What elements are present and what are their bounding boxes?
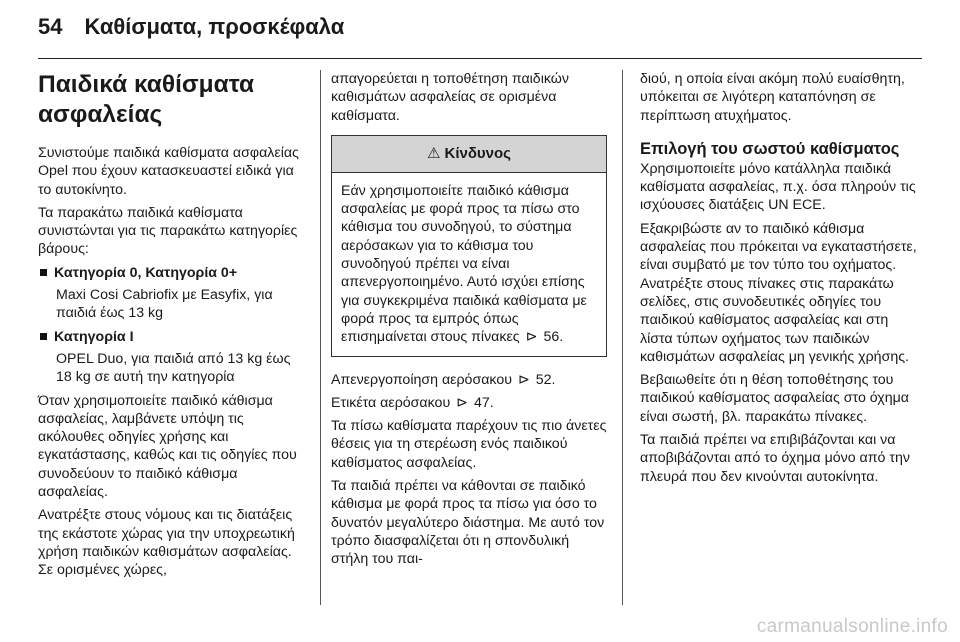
page-number: 54 <box>38 14 63 39</box>
warning-title: Κίνδυνος <box>444 144 511 162</box>
column-divider <box>622 70 623 605</box>
column-divider <box>320 70 321 605</box>
paragraph: Τα πίσω καθίσματα παρέχουν τις πιο άνετες θέσεις για τη στερέωση ενός παιδικού καθίσματος ασφαλείας. <box>331 418 607 471</box>
paragraph: Τα παιδιά πρέπει να κάθονται σε παιδικό κάθισμα με φορά προς τα πίσω για όσο το δυνατόν μεγαλύτερο διάστημα. Με αυτό τον τρόπο διασφαλίζεται ότι η σπονδυλική στήλη του παι- <box>331 478 605 568</box>
paragraph: απαγορεύεται η τοποθέτηση παιδικών καθισμάτων ασφαλείας σε ορισμένα καθίσματα. <box>331 71 569 124</box>
warning-body <box>332 173 606 356</box>
paragraph: Τα παιδιά πρέπει να επιβιβάζονται και να αποβιβάζονται από το όχημα μόνο από την πλευρά που δεν κινούνται αυτοκίνητα. <box>640 432 910 485</box>
section-title: Καθίσματα, προσκέφαλα <box>84 14 345 39</box>
bullet-square-icon <box>40 333 47 340</box>
column-2 <box>331 70 607 574</box>
page-heading: Παιδικά καθίσματα ασφαλείας <box>38 71 255 128</box>
paragraph: Βεβαιωθείτε ότι η θέση τοποθέτησης του παιδικού καθίσματος ασφαλείας στο όχημα είναι σωστή, βλ. παρακάτω πίνακες. <box>640 372 910 425</box>
cross-reference <box>331 394 607 412</box>
bullet-label: Κατηγορία 0, Κατηγορία 0+ <box>54 264 238 281</box>
bullet-text: OPEL Duo, για παιδιά από 13 kg έως 18 kg σε αυτή την κατηγορία <box>56 350 291 386</box>
header-rule <box>38 58 922 59</box>
reference-page[interactable]: 47. <box>474 394 494 411</box>
bullet-item <box>38 264 310 282</box>
paragraph: Χρησιμοποιείτε μόνο κατάλληλα παιδικά καθίσματα ασφαλείας, π.χ. όσα πληρούν τις ισχύουσες διατάξεις UN ECE. <box>640 160 916 214</box>
reference-text: Ετικέτα αερόσακου <box>331 394 451 411</box>
column-3 <box>640 70 924 491</box>
page-reference-arrow-icon: ⊳ <box>525 329 538 346</box>
column-1 <box>38 70 310 585</box>
subsection-heading: Επιλογή του σωστού καθίσματος <box>640 139 900 158</box>
page-reference-arrow-icon: ⊳ <box>456 394 469 411</box>
warning-box <box>331 135 607 357</box>
bullet-label: Κατηγορία I <box>54 328 134 345</box>
page-reference-arrow-icon: ⊳ <box>517 371 530 388</box>
reference-page[interactable]: 52. <box>535 371 556 388</box>
paragraph: Εξακριβώστε αν το παιδικό κάθισμα ασφαλείας που πρόκειται να εγκαταστήσετε, είναι συμβατό με τον τύπο του οχήματος. Ανατρέξτε στους πίνακες στις παρακάτω σελίδες, στις συνοδευτικές οδηγίες του παιδικού καθίσματος ασφαλείας και στη λίστα τύπων οχήματος των παιδικών καθισμάτων ασφαλείας μη γενικής χρήσης. <box>640 220 917 365</box>
paragraph: Όταν χρησιμοποιείτε παιδικό κάθισμα ασφαλείας, λαμβάνετε υπόψη τις ακόλουθες οδηγίες χρήσης και εγκατάστασης, καθώς και τις οδηγίες που συνοδεύουν το παιδικό κάθισμα ασφαλείας. <box>38 392 297 501</box>
paragraph: Τα παρακάτω παιδικά καθίσματα συνιστώνται για τις παρακάτω κατηγορίες βάρους: <box>38 204 298 258</box>
paragraph: Συνιστούμε παιδικά καθίσματα ασφαλείας Opel που έχουν κατασκευαστεί ειδικά για το αυτοκίνητο. <box>38 145 299 198</box>
page-header <box>38 14 344 48</box>
watermark: carmanualsonline.info <box>756 616 948 637</box>
bullet-item <box>38 328 310 346</box>
bullet-square-icon <box>40 269 47 276</box>
warning-header <box>332 136 606 173</box>
cross-reference <box>331 371 607 389</box>
reference-text: Απενεργοποίηση αερόσακου <box>331 371 512 388</box>
warning-text: Εάν χρησιμοποιείτε παιδικό κάθισμα ασφαλείας με φορά προς τα πίσω στο κάθισμα του συνοδηγού, το σύστημα αερόσακων για το κάθισμα του συνοδηγού πρέπει να είναι απενεργοποιημένο. Αυτό ισχύει επίσης για συγκεκριμένα παιδικά καθίσματα με φορά προς τα εμπρός όπως επισημαίνεται στους πίνακες <box>341 182 587 346</box>
warning-page-ref[interactable]: 56. <box>543 329 564 346</box>
paragraph: Ανατρέξτε στους νόμους και τις διατάξεις της εκάστοτε χώρας για την υποχρεωτική χρήση παιδικών καθισμάτων ασφαλείας. Σε ορισμένες χώρες, <box>38 507 295 579</box>
bullet-text: Maxi Cosi Cabriofix με Easyfix, για παιδιά έως 13 kg <box>56 287 273 322</box>
paragraph: διού, η οποία είναι ακόμη πολύ ευαίσθητη, υπόκειται σε λιγότερη καταπόνηση σε περίπτωση ατυχήματος. <box>640 71 905 124</box>
warning-triangle-icon: ⚠ <box>427 144 441 162</box>
